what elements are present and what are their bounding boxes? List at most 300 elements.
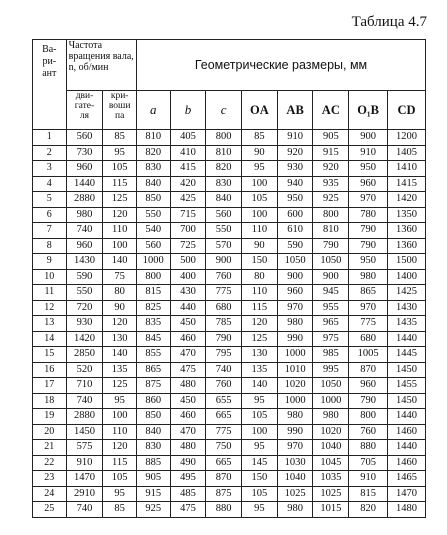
table-cell: 1460 (388, 455, 426, 471)
table-cell: 80 (242, 269, 278, 285)
table-cell: 790 (313, 238, 349, 254)
table-cell: 865 (136, 362, 170, 378)
table-cell: 665 (206, 455, 242, 471)
col-header-b: b (170, 91, 206, 130)
table-cell: 95 (242, 393, 278, 409)
data-table (32, 39, 426, 518)
table-cell: 960 (66, 161, 103, 177)
table-row (33, 300, 426, 316)
table-cell: 960 (66, 238, 103, 254)
table-cell: 95 (242, 161, 278, 177)
table-cell: 520 (66, 362, 103, 378)
table-cell: 835 (136, 316, 170, 332)
table-row (33, 347, 426, 363)
table-row (33, 130, 426, 146)
table-cell: 775 (206, 285, 242, 301)
table-cell: 1020 (277, 378, 313, 394)
table-cell: 90 (103, 300, 137, 316)
variant-cell: 6 (33, 207, 67, 223)
table-cell: 870 (206, 471, 242, 487)
table-cell: 655 (206, 393, 242, 409)
table-cell: 560 (206, 207, 242, 223)
table-cell: 590 (277, 238, 313, 254)
table-cell: 875 (206, 486, 242, 502)
table-cell: 540 (136, 223, 170, 239)
table-cell: 85 (242, 130, 278, 146)
table-cell: 420 (170, 176, 206, 192)
variant-cell: 14 (33, 331, 67, 347)
table-cell: 790 (349, 223, 388, 239)
table-cell: 665 (206, 409, 242, 425)
table-cell: 120 (103, 316, 137, 332)
table-cell: 1000 (277, 347, 313, 363)
table-cell: 1360 (388, 223, 426, 239)
variant-cell: 1 (33, 130, 67, 146)
table-cell: 100 (242, 424, 278, 440)
table-cell: 110 (103, 223, 137, 239)
table-cell: 810 (206, 145, 242, 161)
table-cell: 1025 (277, 486, 313, 502)
table-cell: 740 (66, 393, 103, 409)
table-cell: 785 (206, 316, 242, 332)
table-cell: 105 (242, 409, 278, 425)
table-cell: 920 (313, 161, 349, 177)
table-cell: 795 (206, 347, 242, 363)
col-header-ab: AB (277, 91, 313, 130)
table-cell: 845 (136, 331, 170, 347)
table-cell: 95 (103, 393, 137, 409)
table-cell: 885 (136, 455, 170, 471)
table-cell: 2910 (66, 486, 103, 502)
table-cell: 140 (242, 378, 278, 394)
table-cell: 995 (313, 362, 349, 378)
table-cell: 450 (170, 316, 206, 332)
variant-cell: 8 (33, 238, 67, 254)
table-cell: 900 (349, 130, 388, 146)
table-row (33, 331, 426, 347)
table-cell: 720 (66, 300, 103, 316)
table-cell: 855 (136, 347, 170, 363)
table-row (33, 269, 426, 285)
table-cell: 1415 (388, 176, 426, 192)
variant-cell: 18 (33, 393, 67, 409)
table-cell: 850 (136, 192, 170, 208)
table-cell: 1465 (388, 471, 426, 487)
table-cell: 815 (136, 285, 170, 301)
table-cell: 930 (66, 316, 103, 332)
table-cell: 145 (242, 455, 278, 471)
table-cell: 100 (103, 238, 137, 254)
table-cell: 705 (349, 455, 388, 471)
table-cell: 960 (349, 176, 388, 192)
table-cell: 1020 (313, 424, 349, 440)
variant-cell: 3 (33, 161, 67, 177)
variant-cell: 7 (33, 223, 67, 239)
variant-header: Ва- ри- ант (33, 40, 67, 130)
table-cell: 1040 (313, 440, 349, 456)
table-cell: 960 (277, 285, 313, 301)
table-cell: 2880 (66, 409, 103, 425)
table-cell: 85 (103, 502, 137, 518)
variant-cell: 13 (33, 316, 67, 332)
variant-cell: 22 (33, 455, 67, 471)
table-cell: 715 (170, 207, 206, 223)
table-cell: 600 (277, 207, 313, 223)
table-cell: 830 (136, 440, 170, 456)
table-cell: 1010 (277, 362, 313, 378)
table-cell: 1440 (66, 176, 103, 192)
table-cell: 1430 (388, 300, 426, 316)
speed-group-header: Частота вращения вала, n, об/мин (66, 40, 136, 91)
table-cell: 140 (103, 347, 137, 363)
motor-speed-header: дви- гате- ля (66, 91, 103, 130)
table-cell: 910 (349, 471, 388, 487)
table-row (33, 285, 426, 301)
table-cell: 980 (313, 409, 349, 425)
variant-cell: 12 (33, 300, 67, 316)
table-cell: 1450 (388, 393, 426, 409)
table-cell: 140 (103, 254, 137, 270)
table-cell: 1440 (388, 409, 426, 425)
table-cell: 825 (136, 300, 170, 316)
table-cell: 460 (170, 409, 206, 425)
table-row (33, 316, 426, 332)
variant-cell: 23 (33, 471, 67, 487)
table-cell: 830 (206, 176, 242, 192)
table-cell: 930 (277, 161, 313, 177)
table-row (33, 393, 426, 409)
table-cell: 550 (206, 223, 242, 239)
table-cell: 990 (277, 424, 313, 440)
table-cell: 150 (242, 254, 278, 270)
table-cell: 150 (242, 471, 278, 487)
table-cell: 1425 (388, 285, 426, 301)
table-cell: 475 (170, 362, 206, 378)
table-cell: 75 (103, 269, 137, 285)
table-cell: 800 (206, 130, 242, 146)
table-row (33, 471, 426, 487)
variant-cell: 11 (33, 285, 67, 301)
table-cell: 500 (170, 254, 206, 270)
table-cell: 790 (206, 331, 242, 347)
table-cell: 560 (136, 238, 170, 254)
table-cell: 1480 (388, 502, 426, 518)
table-cell: 80 (103, 285, 137, 301)
table-cell: 550 (136, 207, 170, 223)
table-cell: 110 (242, 285, 278, 301)
table-cell: 85 (103, 130, 137, 146)
table-cell: 1350 (388, 207, 426, 223)
col-header-o1b: O₁B (349, 91, 388, 130)
table-cell: 840 (206, 192, 242, 208)
table-cell: 1050 (277, 254, 313, 270)
table-cell: 925 (313, 192, 349, 208)
variant-cell: 20 (33, 424, 67, 440)
table-cell: 405 (170, 130, 206, 146)
table-cell: 980 (349, 269, 388, 285)
crank-speed-header: кри- воши па (103, 91, 137, 130)
table-cell: 495 (170, 471, 206, 487)
table-cell: 1050 (313, 378, 349, 394)
table-cell: 970 (277, 300, 313, 316)
variant-cell: 17 (33, 378, 67, 394)
table-cell: 970 (277, 440, 313, 456)
table-row (33, 161, 426, 177)
col-header-ac: AC (313, 91, 349, 130)
table-row (33, 409, 426, 425)
table-cell: 90 (242, 238, 278, 254)
variant-cell: 25 (33, 502, 67, 518)
table-cell: 115 (103, 455, 137, 471)
table-cell: 965 (313, 316, 349, 332)
table-cell: 680 (349, 331, 388, 347)
table-cell: 575 (66, 440, 103, 456)
table-cell: 1445 (388, 347, 426, 363)
table-cell: 960 (349, 378, 388, 394)
table-cell: 100 (242, 207, 278, 223)
table-cell: 910 (66, 455, 103, 471)
table-cell: 1450 (66, 424, 103, 440)
table-cell: 1420 (388, 192, 426, 208)
table-cell: 980 (277, 409, 313, 425)
variant-cell: 10 (33, 269, 67, 285)
table-cell: 900 (277, 269, 313, 285)
table-cell: 800 (349, 409, 388, 425)
table-cell: 130 (242, 347, 278, 363)
table-cell: 480 (170, 440, 206, 456)
table-cell: 450 (170, 393, 206, 409)
table-cell: 115 (242, 300, 278, 316)
table-cell: 920 (277, 145, 313, 161)
table-cell: 760 (206, 378, 242, 394)
table-cell: 955 (313, 300, 349, 316)
table-cell: 425 (170, 192, 206, 208)
table-cell: 610 (277, 223, 313, 239)
table-cell: 910 (349, 145, 388, 161)
variant-cell: 9 (33, 254, 67, 270)
table-cell: 775 (206, 424, 242, 440)
col-header-a: a (136, 91, 170, 130)
variant-cell: 21 (33, 440, 67, 456)
table-cell: 840 (136, 176, 170, 192)
table-cell: 1470 (66, 471, 103, 487)
table-cell: 470 (170, 424, 206, 440)
table-cell: 105 (103, 161, 137, 177)
table-cell: 1450 (388, 362, 426, 378)
table-row (33, 424, 426, 440)
table-cell: 810 (313, 223, 349, 239)
table-cell: 815 (349, 486, 388, 502)
table-cell: 90 (242, 145, 278, 161)
table-cell: 740 (66, 223, 103, 239)
table-cell: 400 (170, 269, 206, 285)
table-cell: 120 (242, 316, 278, 332)
table-cell: 980 (66, 207, 103, 223)
table-cell: 700 (170, 223, 206, 239)
table-cell: 950 (277, 192, 313, 208)
table-cell: 850 (136, 409, 170, 425)
table-cell: 110 (242, 223, 278, 239)
table-cell: 975 (313, 331, 349, 347)
table-cell: 560 (66, 130, 103, 146)
table-cell: 120 (103, 440, 137, 456)
table-cell: 915 (313, 145, 349, 161)
table-cell: 105 (103, 471, 137, 487)
table-cell: 125 (242, 331, 278, 347)
table-cell: 710 (66, 378, 103, 394)
table-cell: 790 (349, 393, 388, 409)
table-cell: 750 (206, 440, 242, 456)
table-cell: 1440 (388, 440, 426, 456)
table-cell: 105 (242, 192, 278, 208)
table-cell: 820 (349, 502, 388, 518)
table-row (33, 176, 426, 192)
table-cell: 680 (206, 300, 242, 316)
table-cell: 790 (349, 238, 388, 254)
table-cell: 410 (170, 145, 206, 161)
variant-cell: 24 (33, 486, 67, 502)
table-cell: 915 (136, 486, 170, 502)
table-cell: 1420 (66, 331, 103, 347)
table-cell: 810 (136, 130, 170, 146)
table-cell: 870 (349, 362, 388, 378)
table-cell: 740 (66, 502, 103, 518)
table-cell: 945 (313, 285, 349, 301)
table-row (33, 362, 426, 378)
table-cell: 985 (313, 347, 349, 363)
table-cell: 1500 (388, 254, 426, 270)
table-cell: 1430 (66, 254, 103, 270)
table-cell: 2850 (66, 347, 103, 363)
table-cell: 100 (103, 409, 137, 425)
table-cell: 415 (170, 161, 206, 177)
table-cell: 1015 (313, 502, 349, 518)
table-cell: 800 (136, 269, 170, 285)
table-cell: 760 (206, 269, 242, 285)
table-cell: 105 (242, 486, 278, 502)
table-cell: 725 (170, 238, 206, 254)
table-cell: 950 (349, 161, 388, 177)
table-cell: 1405 (388, 145, 426, 161)
table-cell: 135 (103, 362, 137, 378)
table-cell: 135 (242, 362, 278, 378)
table-cell: 910 (277, 130, 313, 146)
table-cell: 125 (103, 378, 137, 394)
table-cell: 880 (206, 502, 242, 518)
table-cell: 1005 (349, 347, 388, 363)
table-cell: 905 (313, 130, 349, 146)
table-cell: 935 (313, 176, 349, 192)
table-cell: 780 (349, 207, 388, 223)
table-row (33, 502, 426, 518)
table-cell: 100 (242, 176, 278, 192)
variant-cell: 16 (33, 362, 67, 378)
table-cell: 590 (66, 269, 103, 285)
table-cell: 1455 (388, 378, 426, 394)
table-cell: 875 (136, 378, 170, 394)
table-row (33, 192, 426, 208)
table-cell: 1025 (313, 486, 349, 502)
table-cell: 1470 (388, 486, 426, 502)
table-cell: 1040 (277, 471, 313, 487)
geometry-group-header: Геометрические размеры, мм (136, 40, 425, 91)
table-cell: 1440 (388, 331, 426, 347)
table-cell: 470 (170, 347, 206, 363)
table-caption: Таблица 4.7 (351, 14, 427, 30)
table-cell: 1000 (277, 393, 313, 409)
table-cell: 940 (277, 176, 313, 192)
table-cell: 95 (103, 145, 137, 161)
variant-cell: 4 (33, 176, 67, 192)
variant-cell: 15 (33, 347, 67, 363)
table-cell: 1045 (313, 455, 349, 471)
table-row (33, 207, 426, 223)
table-cell: 740 (206, 362, 242, 378)
table-cell: 730 (66, 145, 103, 161)
table-cell: 1360 (388, 238, 426, 254)
col-header-oa: OA (242, 91, 278, 130)
table-cell: 95 (242, 502, 278, 518)
variant-cell: 5 (33, 192, 67, 208)
table-cell: 820 (136, 145, 170, 161)
table-cell: 1400 (388, 269, 426, 285)
table-cell: 95 (242, 440, 278, 456)
table-row (33, 238, 426, 254)
table-cell: 860 (136, 393, 170, 409)
variant-cell: 2 (33, 145, 67, 161)
table-cell: 970 (349, 300, 388, 316)
table-row (33, 455, 426, 471)
table-cell: 980 (277, 502, 313, 518)
table-cell: 1460 (388, 424, 426, 440)
table-row (33, 378, 426, 394)
table-cell: 830 (136, 161, 170, 177)
table-cell: 775 (349, 316, 388, 332)
table-cell: 550 (66, 285, 103, 301)
table-cell: 110 (103, 424, 137, 440)
table-cell: 1050 (313, 254, 349, 270)
table-cell: 1035 (313, 471, 349, 487)
table-cell: 460 (170, 331, 206, 347)
table-cell: 485 (170, 486, 206, 502)
table-cell: 1030 (277, 455, 313, 471)
table-row (33, 145, 426, 161)
table-cell: 900 (313, 269, 349, 285)
table-cell: 800 (313, 207, 349, 223)
table-row (33, 486, 426, 502)
table-cell: 820 (206, 161, 242, 177)
table-cell: 905 (136, 471, 170, 487)
table-cell: 475 (170, 502, 206, 518)
table-row (33, 440, 426, 456)
table-cell: 95 (103, 486, 137, 502)
table-cell: 1000 (136, 254, 170, 270)
table-cell: 115 (103, 176, 137, 192)
table-cell: 490 (170, 455, 206, 471)
variant-cell: 19 (33, 409, 67, 425)
table-cell: 570 (206, 238, 242, 254)
table-cell: 970 (349, 192, 388, 208)
table-cell: 430 (170, 285, 206, 301)
table-cell: 1410 (388, 161, 426, 177)
table-body (33, 130, 426, 518)
table-cell: 480 (170, 378, 206, 394)
table-cell: 1435 (388, 316, 426, 332)
col-header-cd: CD (388, 91, 426, 130)
table-cell: 440 (170, 300, 206, 316)
table-cell: 120 (103, 207, 137, 223)
table-cell: 865 (349, 285, 388, 301)
